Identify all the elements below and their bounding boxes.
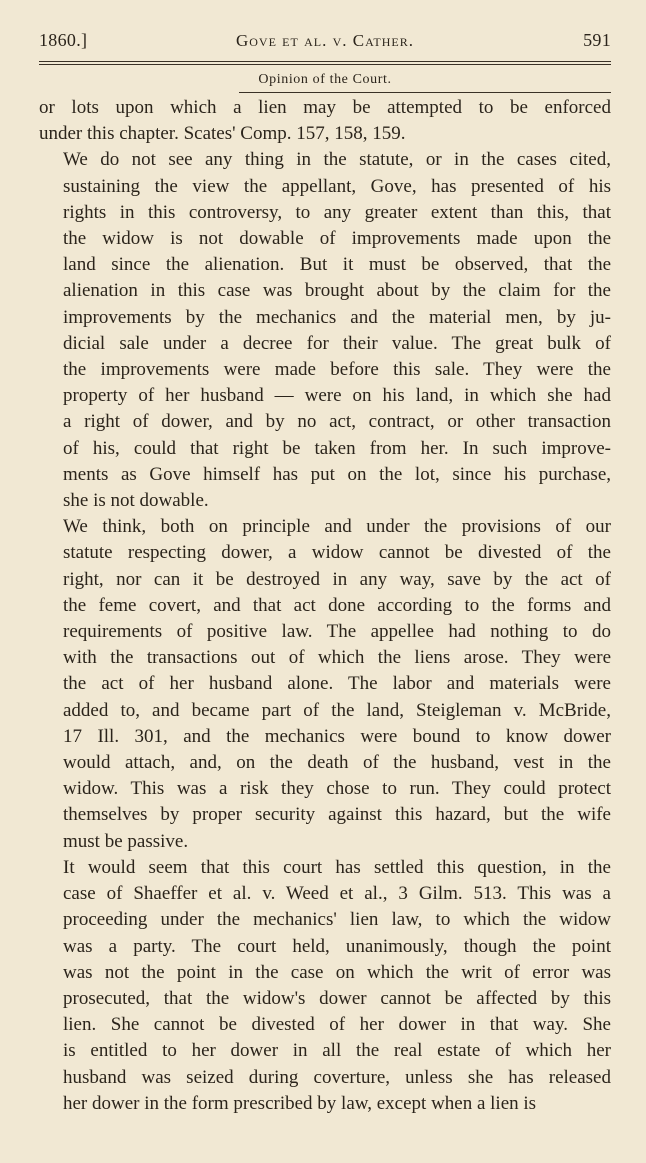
text-line: the improvements were made before this sale. They were the (63, 359, 611, 381)
text-line: was not the point in the case on which the writ of error was (63, 961, 611, 983)
text-line: was a party. The court held, unanimously, though the point (63, 935, 611, 957)
text-line: rights in this controversy, to any greater extent than this, that (63, 201, 611, 223)
header-rule (39, 61, 611, 65)
section-heading: Opinion of the Court. (258, 72, 392, 87)
header-year: 1860.] (39, 30, 88, 50)
text-line: sustaining the view the appellant, Gove, has presented of his (63, 175, 611, 197)
text-line: with the transactions out of which the liens arose. They were (63, 647, 611, 669)
text-line: 17 Ill. 301, and the mechanics were bound to know dower (63, 725, 611, 747)
paragraph (39, 514, 611, 855)
text-line: ments as Gove himself has put on the lot, since his purchase, (63, 463, 611, 485)
text-line: We think, both on principle and under the provisions of our (63, 516, 611, 538)
text-line: prosecuted, that the widow's dower cannot be affected by this (63, 987, 611, 1009)
header-case-title: Gove et al. v. Cather. (235, 31, 415, 50)
text-line: case of Shaeffer et al. v. Weed et al., 3 Gilm. 513. This was a (63, 883, 611, 905)
text-line: husband was seized during coverture, unless she has released (63, 1066, 611, 1088)
text-line: added to, and became part of the land, Steigleman v. McBride, (63, 699, 611, 721)
text-line: alienation in this case was brought about by the claim for the (63, 280, 611, 302)
paragraph (39, 855, 611, 1117)
text-line: lien. She cannot be divested of her dower in that way. She (63, 1014, 611, 1036)
text-line: land since the alienation. But it must be observed, that the (63, 254, 611, 276)
text-line: We do not see any thing in the statute, or in the cases cited, (63, 149, 611, 171)
text-line: under this chapter. Scates' Comp. 157, 158, 159. (39, 123, 406, 145)
text-line: is entitled to her dower in all the real estate of which her (63, 1040, 611, 1062)
text-line: the feme covert, and that act done according to the forms and (63, 594, 611, 616)
text-line: It would seem that this court has settled this question, in the (63, 856, 611, 878)
text-line: improvements by the mechanics and the material men, by ju- (63, 306, 611, 328)
text-line: her dower in the form prescribed by law, except when a lien is (63, 1092, 537, 1114)
text-line: would attach, and, on the death of the husband, vest in the (63, 752, 611, 774)
paragraph (39, 147, 611, 514)
text-line: the widow is not dowable of improvements made upon the (63, 228, 611, 250)
running-head (39, 28, 611, 53)
text-line: property of her husband — were on his land, in which she had (63, 385, 611, 407)
text-line: themselves by proper security against this hazard, but the wife (63, 804, 611, 826)
text-line: must be passive. (63, 830, 189, 852)
text-line: she is not dowable. (63, 490, 209, 512)
paragraph (39, 95, 611, 147)
header-page-number: 591 (583, 30, 611, 50)
text-line: widow. This was a risk they chose to run. They could protect (63, 778, 611, 800)
text-line: a right of dower, and by no act, contract, or other transaction (63, 411, 611, 433)
text-line: the act of her husband alone. The labor and materials were (63, 673, 611, 695)
text-line: or lots upon which a lien may be attempted to be enforced (39, 97, 611, 118)
text-line: right, nor can it be destroyed in any way, save by the act of (63, 568, 611, 590)
text-line: statute respecting dower, a widow cannot be divested of the (63, 542, 611, 564)
text-line: requirements of positive law. The appellee had nothing to do (63, 621, 611, 643)
section-rule (239, 92, 611, 93)
text-line: of his, could that right be taken from her. In such improve- (63, 437, 611, 459)
text-line: proceeding under the mechanics' lien law, to which the widow (63, 909, 611, 931)
opinion-text (39, 95, 611, 1117)
text-line: dicial sale under a decree for their value. The great bulk of (63, 332, 611, 354)
